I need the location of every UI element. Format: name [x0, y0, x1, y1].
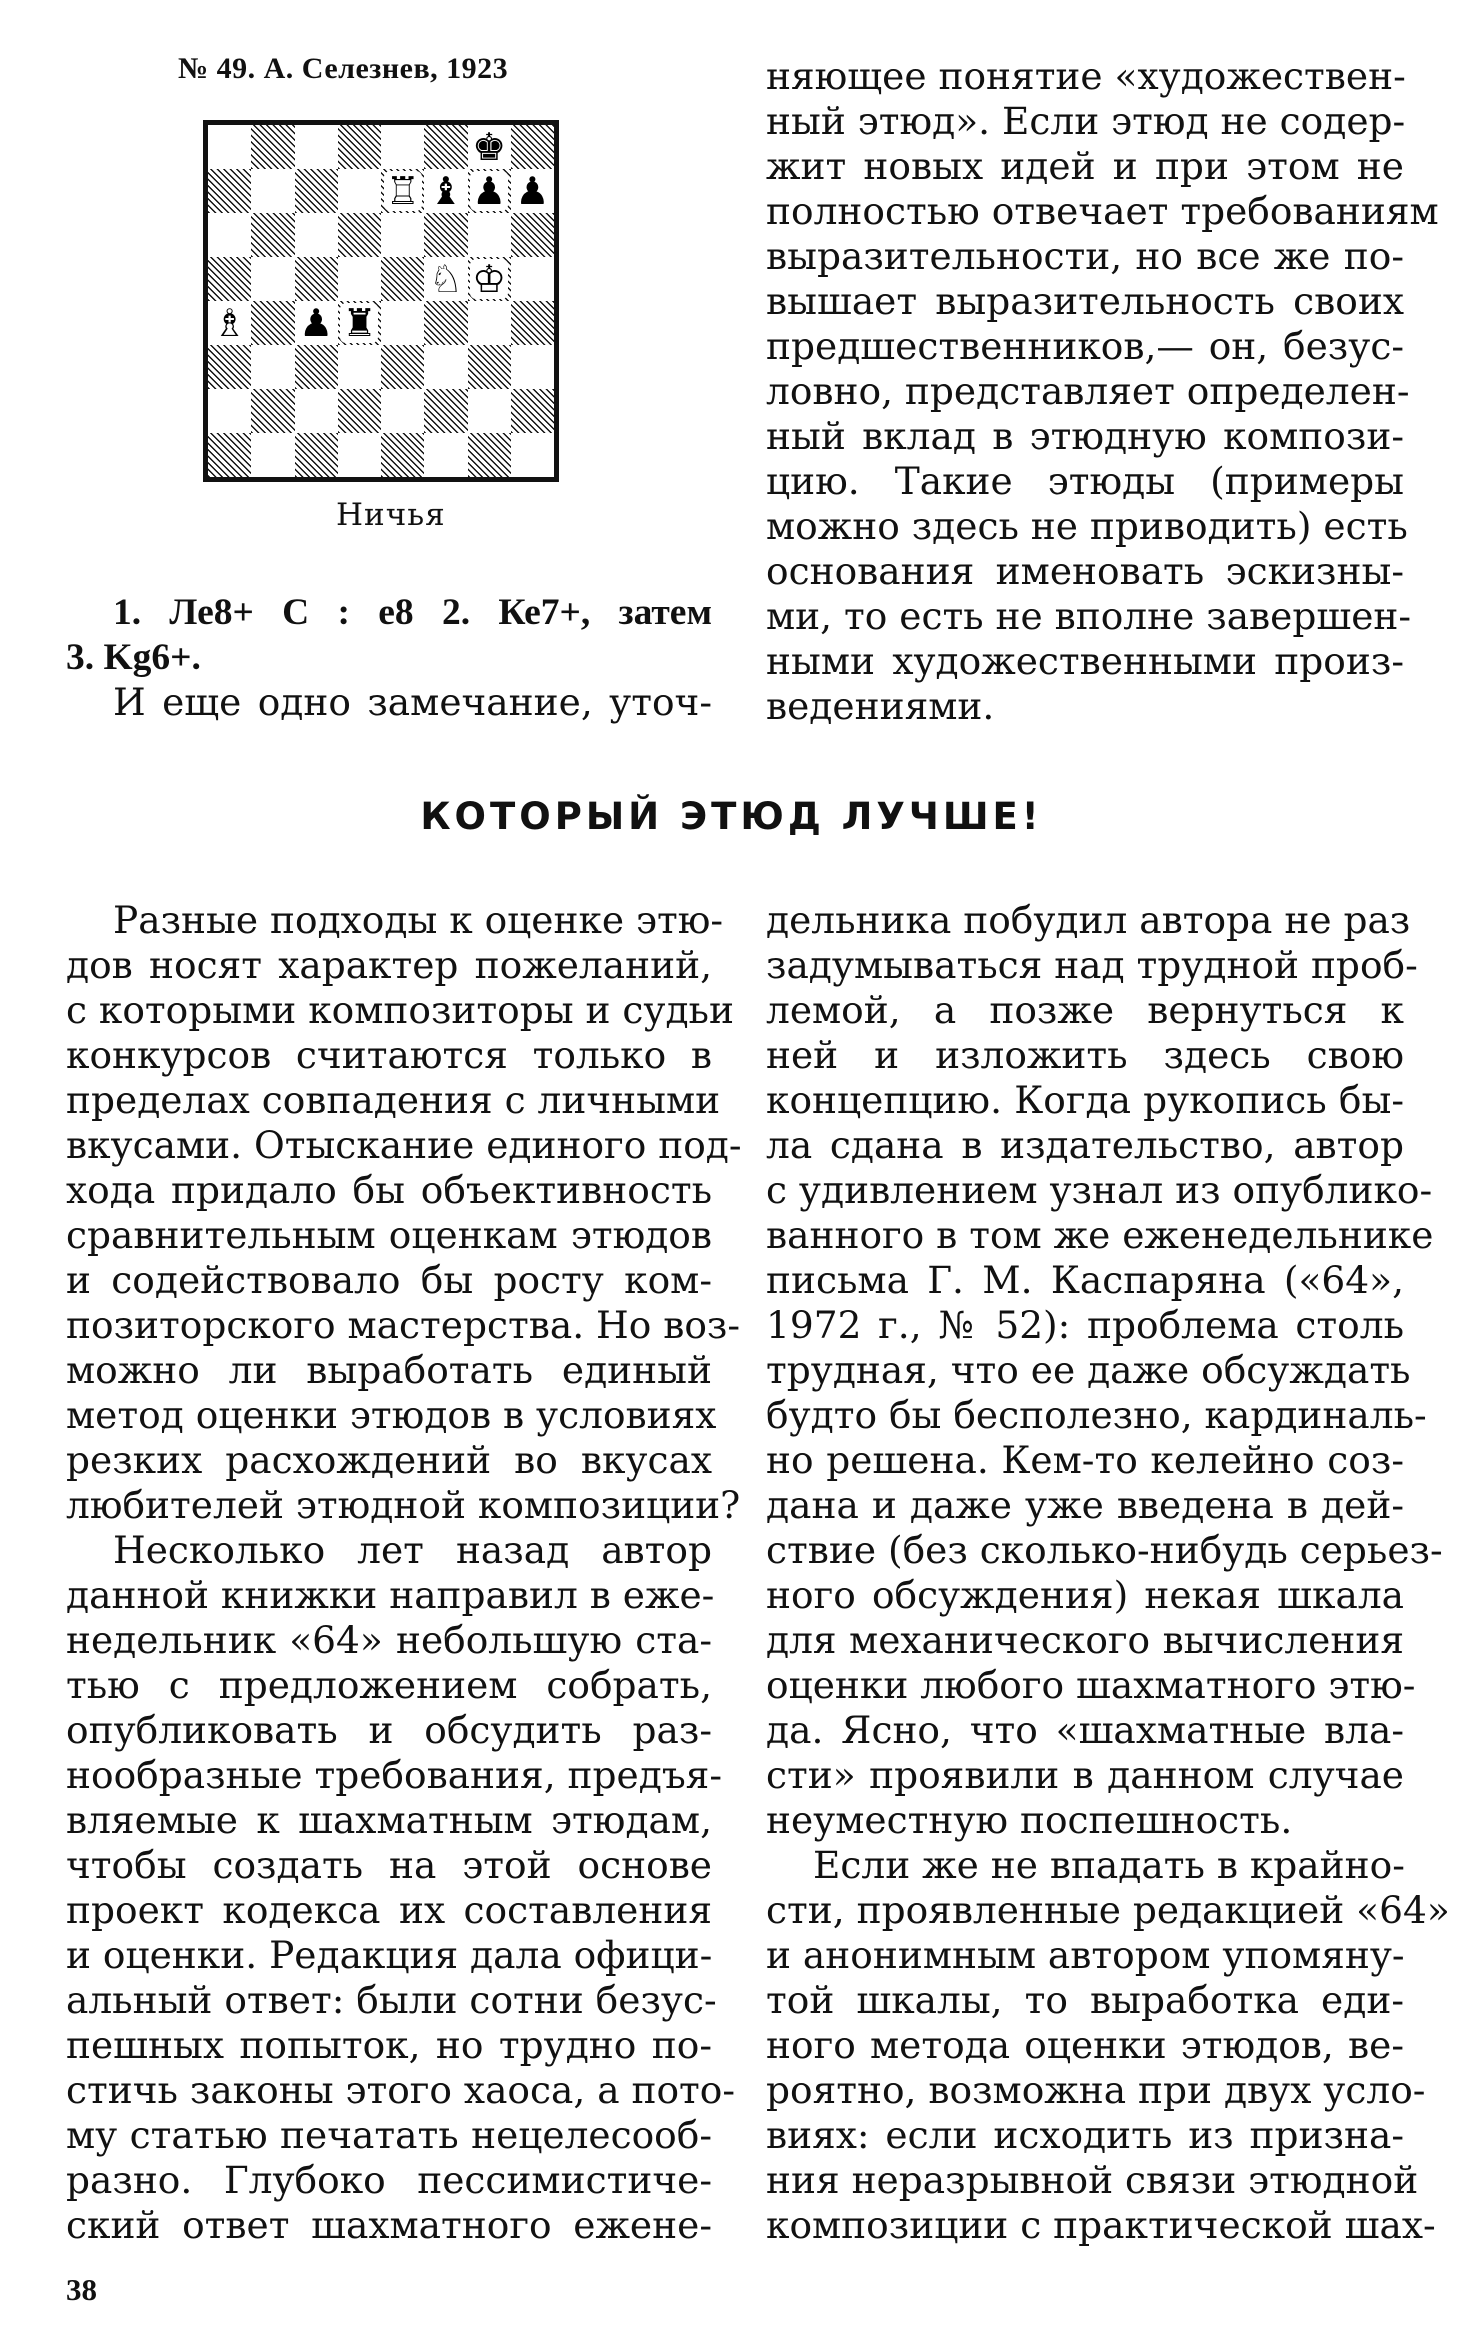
solution-moves-line-1: 1. Ле8+ С : е8 2. Ке7+, затем: [113, 592, 712, 633]
black-pawn-c4-icon: [295, 301, 338, 345]
text-line: предшественников,— он, безус-: [766, 324, 1404, 368]
text-line: пределах совпадения с личными: [66, 1078, 721, 1122]
text-line: нообразные требования, предъя-: [66, 1753, 723, 1797]
text-line: будто бы бесполезно, кардиналь-: [766, 1393, 1427, 1437]
board-square: [468, 301, 511, 345]
text-line: Разные подходы к оценке этю-: [113, 898, 724, 942]
board-square: [295, 389, 338, 433]
board-square: [295, 213, 338, 257]
text-line: вышает выразительность своих: [766, 279, 1404, 323]
white-knight-icon: [424, 257, 467, 301]
paragraph-start-line: И еще одно замечание, уточ-: [113, 680, 712, 724]
text-line: чтобы создать на этой основе: [66, 1843, 712, 1887]
text-line: ными художественными произ-: [766, 639, 1404, 683]
board-square: [338, 257, 381, 301]
board-square: [338, 433, 381, 477]
text-line: проект кодекса их составления: [66, 1888, 712, 1932]
board-square: [468, 213, 511, 257]
text-line: ствие (без сколько-нибудь серьез-: [766, 1528, 1443, 1572]
board-square: [511, 213, 554, 257]
black-rook-icon: [338, 301, 381, 345]
board-square: [511, 125, 554, 169]
text-line: основания именовать эскизны-: [766, 549, 1404, 593]
board-square: [251, 125, 294, 169]
piece-glyph: ♟: [515, 169, 550, 213]
text-line: для механического вычисления: [766, 1618, 1404, 1662]
text-line: виях: если исходить из призна-: [766, 2113, 1404, 2157]
text-line: оценки любого шахматного этю-: [766, 1663, 1416, 1707]
piece-glyph: ♔: [472, 257, 507, 301]
board-square: [208, 213, 251, 257]
left-column-main: [66, 898, 742, 2248]
text-line: жит новых идей и при этом не: [766, 144, 1404, 188]
text-line: Несколько лет назад автор: [113, 1528, 712, 1572]
text-line: письма Г. М. Каспаряна («64»,: [766, 1258, 1404, 1302]
text-line: той шкалы, то выработка еди-: [766, 1978, 1404, 2022]
board-square: [338, 345, 381, 389]
text-line: ский ответ шахматного еженe-: [66, 2203, 712, 2247]
board-square: [208, 257, 251, 301]
white-king-icon: [468, 257, 511, 301]
text-line: ней и изложить здесь свою: [766, 1033, 1404, 1077]
board-square: [295, 169, 338, 213]
text-line: ванного в том же еженедельнике: [766, 1213, 1434, 1257]
board-square: [468, 389, 511, 433]
text-line: хода придало бы объективность: [66, 1168, 712, 1212]
text-line: стичь законы этого хаоса, а пото-: [66, 2068, 736, 2112]
board-square: [381, 433, 424, 477]
board-square: [295, 345, 338, 389]
text-line: композиции с практической шах-: [766, 2203, 1436, 2247]
board-square: [251, 301, 294, 345]
text-line: выразительности, но все же по-: [766, 234, 1404, 278]
board-square: [424, 345, 467, 389]
text-line: любителей этюдной композиции?: [66, 1483, 741, 1527]
text-line: неуместную поспешность.: [766, 1798, 1293, 1842]
text-line: му статью печатать нецелесооб-: [66, 2113, 712, 2157]
text-line: ного метода оценки этюдов, ве-: [766, 2023, 1404, 2067]
piece-glyph: ♖: [385, 169, 420, 213]
text-line: с которыми композиторы и судьи: [66, 988, 734, 1032]
board-squares: [208, 125, 554, 477]
text-line: сравнительным оценкам этюдов: [66, 1213, 712, 1257]
board-square: [424, 125, 467, 169]
board-square: [251, 433, 294, 477]
board-square: [338, 213, 381, 257]
board-square: [511, 301, 554, 345]
text-line: конкурсов считаются только в: [66, 1033, 712, 1077]
board-square: [511, 433, 554, 477]
text-line: дана и даже уже введена в дей-: [766, 1483, 1404, 1527]
text-line: и содействовало бы росту ком-: [66, 1258, 712, 1302]
solution-moves-line-2: 3. Kg6+.: [66, 637, 201, 678]
board-square: [251, 257, 294, 301]
text-line: ловно, представляет определен-: [766, 369, 1410, 413]
board-square: [381, 213, 424, 257]
text-line: недельник «64» небольшую ста-: [66, 1618, 712, 1662]
text-line: ный этюд». Если этюд не содер-: [766, 99, 1406, 143]
board-square: [511, 389, 554, 433]
board-square: [424, 213, 467, 257]
piece-glyph: ♟: [472, 169, 507, 213]
text-line: трудная, что ее даже обсуждать: [766, 1348, 1411, 1392]
text-line: ния неразрывной связи этюдной: [766, 2158, 1419, 2202]
text-line: тью с предложением собрать,: [66, 1663, 712, 1707]
board-square: [251, 389, 294, 433]
text-line: с удивлением узнал из опублико-: [766, 1168, 1433, 1212]
text-line: и оценки. Редакция дала офици-: [66, 1933, 713, 1977]
text-line: резких расхождений во вкусах: [66, 1438, 712, 1482]
board-square: [468, 433, 511, 477]
text-line: сти, проявленные редакцией «64»: [766, 1888, 1450, 1932]
board-square: [424, 433, 467, 477]
text-line: пешных попыток, но трудно по-: [66, 2023, 712, 2067]
text-line: вляемые к шахматным этюдам,: [66, 1798, 712, 1842]
text-line: опубликовать и обсудить раз-: [66, 1708, 712, 1752]
piece-glyph: ♚: [472, 125, 507, 169]
text-line: можно здесь не приводить) есть: [766, 504, 1408, 548]
section-title: КОТОРЫЙ ЭТЮД ЛУЧШЕ!: [420, 795, 1043, 838]
text-line: данной книжки направил в еже-: [66, 1573, 715, 1617]
board-square: [251, 345, 294, 389]
text-line: метод оценки этюдов в условиях: [66, 1393, 717, 1437]
text-line: дов носят характер пожеланий,: [66, 943, 712, 987]
text-line: ный вклад в этюдную компози-: [766, 414, 1404, 458]
board-square: [295, 433, 338, 477]
text-line: концепцию. Когда рукопись бы-: [766, 1078, 1404, 1122]
text-line: ми, то есть не вполне завершен-: [766, 594, 1412, 638]
text-line: лемой, а позже вернуться к: [766, 988, 1404, 1032]
black-pawn-h7-icon: [511, 169, 554, 213]
board-square: [381, 345, 424, 389]
piece-glyph: ♜: [342, 301, 377, 345]
page-number: 38: [66, 2272, 97, 2307]
text-line: ла сдана в издательство, автор: [766, 1123, 1404, 1167]
white-rook-icon: [381, 169, 424, 213]
text-line: разно. Глубоко пессимистиче-: [66, 2158, 712, 2202]
board-square: [424, 389, 467, 433]
diagram-caption: Ничья: [336, 497, 446, 533]
board-square: [338, 389, 381, 433]
board-square: [424, 301, 467, 345]
board-square: [208, 433, 251, 477]
text-line: ведениями.: [766, 684, 995, 728]
black-pawn-g7-icon: [468, 169, 511, 213]
text-line: Если же не впадать в крайно-: [813, 1843, 1405, 1887]
text-line: задумываться над трудной проб-: [766, 943, 1418, 987]
white-bishop-icon: [208, 301, 251, 345]
text-line: можно ли выработать единый: [66, 1348, 712, 1392]
chess-board: [203, 120, 559, 482]
board-square: [295, 257, 338, 301]
board-square: [338, 125, 381, 169]
right-column-top: [766, 54, 1439, 729]
board-square: [251, 169, 294, 213]
piece-glyph: ♝: [428, 169, 463, 213]
text-line: няющее понятие «художествен-: [766, 54, 1406, 98]
left-column-top: [66, 590, 712, 725]
board-square: [511, 257, 554, 301]
board-square: [381, 257, 424, 301]
board-square: [381, 301, 424, 345]
diagram-title: № 49. А. Селезнев, 1923: [178, 52, 509, 85]
black-king-icon: [468, 125, 511, 169]
board-square: [511, 345, 554, 389]
text-line: 1972 г., № 52): проблема столь: [766, 1303, 1404, 1347]
board-square: [208, 169, 251, 213]
text-line: да. Ясно, что «шахматные вла-: [766, 1708, 1404, 1752]
text-line: сти» проявили в данном случае: [766, 1753, 1404, 1797]
text-line: ного обсуждения) некая шкала: [766, 1573, 1404, 1617]
piece-glyph: ♗: [212, 301, 247, 345]
board-square: [468, 345, 511, 389]
board-square: [295, 125, 338, 169]
right-column-main: [766, 898, 1450, 2248]
piece-glyph: ♘: [428, 257, 463, 301]
text-line: цию. Такие этюды (примеры: [766, 459, 1404, 503]
text-line: роятно, возможна при двух усло-: [766, 2068, 1426, 2112]
text-line: и анонимным автором упомяну-: [766, 1933, 1405, 1977]
text-line: альный ответ: были сотни безус-: [66, 1978, 717, 2022]
text-line: позиторского мастерства. Но воз-: [66, 1303, 741, 1347]
board-square: [381, 389, 424, 433]
board-square: [208, 345, 251, 389]
text-line: дельника побудил автора не раз: [766, 898, 1411, 942]
text-line: полностью отвечает требованиям: [766, 189, 1439, 233]
board-square: [251, 213, 294, 257]
black-bishop-icon: [424, 169, 467, 213]
board-square: [208, 125, 251, 169]
board-square: [381, 125, 424, 169]
piece-glyph: ♟: [299, 301, 334, 345]
text-line: но решена. Кем-то келейно соз-: [766, 1438, 1404, 1482]
board-square: [338, 169, 381, 213]
board-square: [208, 389, 251, 433]
text-line: вкусами. Отыскание единого под-: [66, 1123, 742, 1167]
